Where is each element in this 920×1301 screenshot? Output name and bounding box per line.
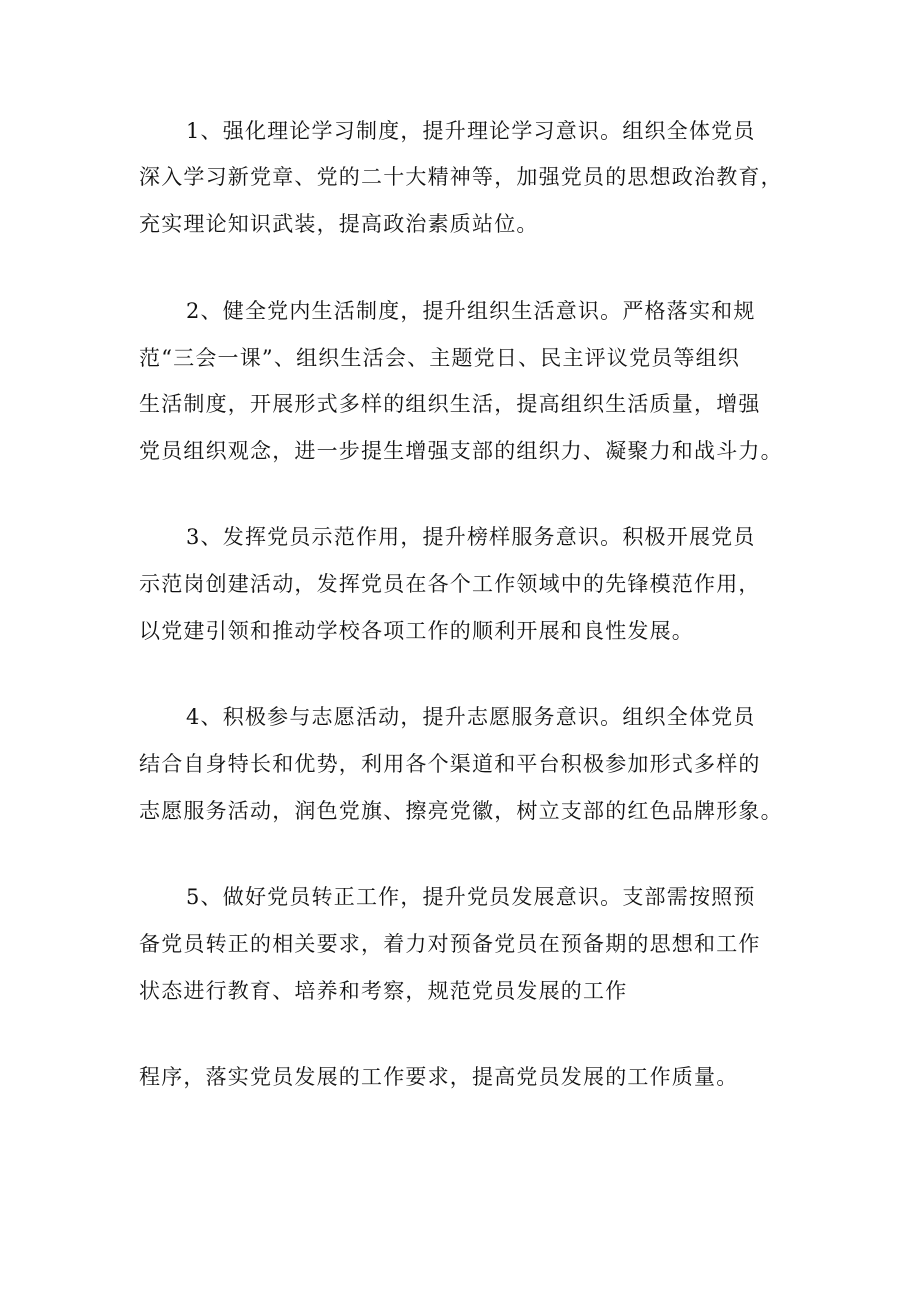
paragraph-2-line-4: 党员组织观念，进一步提生增强支部的组织力、凝聚力和战斗力。 xyxy=(139,439,783,463)
paragraph-4-line-1: 4、积极参与志愿活动，提升志愿服务意识。组织全体党员 xyxy=(186,705,756,729)
paragraph-2-line-3: 生活制度，开展形式多样的组织生活，提高组织生活质量，增强 xyxy=(139,392,761,416)
paragraph-4-line-2: 结合自身特长和优势，利用各个渠道和平台积极参加形式多样的 xyxy=(139,752,761,776)
paragraph-6-line-1: 程序，落实党员发展的工作要求，提高党员发展的工作质量。 xyxy=(139,1065,739,1089)
paragraph-3-line-2: 示范岗创建活动，发挥党员在各个工作领域中的先锋模范作用， xyxy=(139,572,761,596)
paragraph-5-line-1: 5、做好党员转正工作，提升党员发展意识。支部需按照预 xyxy=(186,885,756,909)
paragraph-4-line-3: 志愿服务活动，润色党旗、擦亮党徽，树立支部的红色品牌形象。 xyxy=(139,799,783,823)
paragraph-3-line-1: 3、发挥党员示范作用，提升榜样服务意识。积极开展党员 xyxy=(186,525,756,549)
paragraph-1-line-3: 充实理论知识武装，提高政治素质站位。 xyxy=(139,212,539,236)
paragraph-1-line-1: 1、强化理论学习制度，提升理论学习意识。组织全体党员 xyxy=(186,119,756,143)
paragraph-2-line-2: 范“三会一课”、组织生活会、主题党日、民主评议党员等组织 xyxy=(139,346,741,370)
paragraph-3-line-3: 以党建引领和推动学校各项工作的顺利开展和良性发展。 xyxy=(139,619,694,643)
paragraph-1-line-2: 深入学习新党章、党的二十大精神等，加强党员的思想政治教育， xyxy=(139,165,783,189)
paragraph-5-line-3: 状态进行教育、培养和考察，规范党员发展的工作 xyxy=(139,979,628,1003)
paragraph-2-line-1: 2、健全党内生活制度，提升组织生活意识。严格落实和规 xyxy=(186,299,756,323)
paragraph-5-line-2: 备党员转正的相关要求，着力对预备党员在预备期的思想和工作 xyxy=(139,932,761,956)
